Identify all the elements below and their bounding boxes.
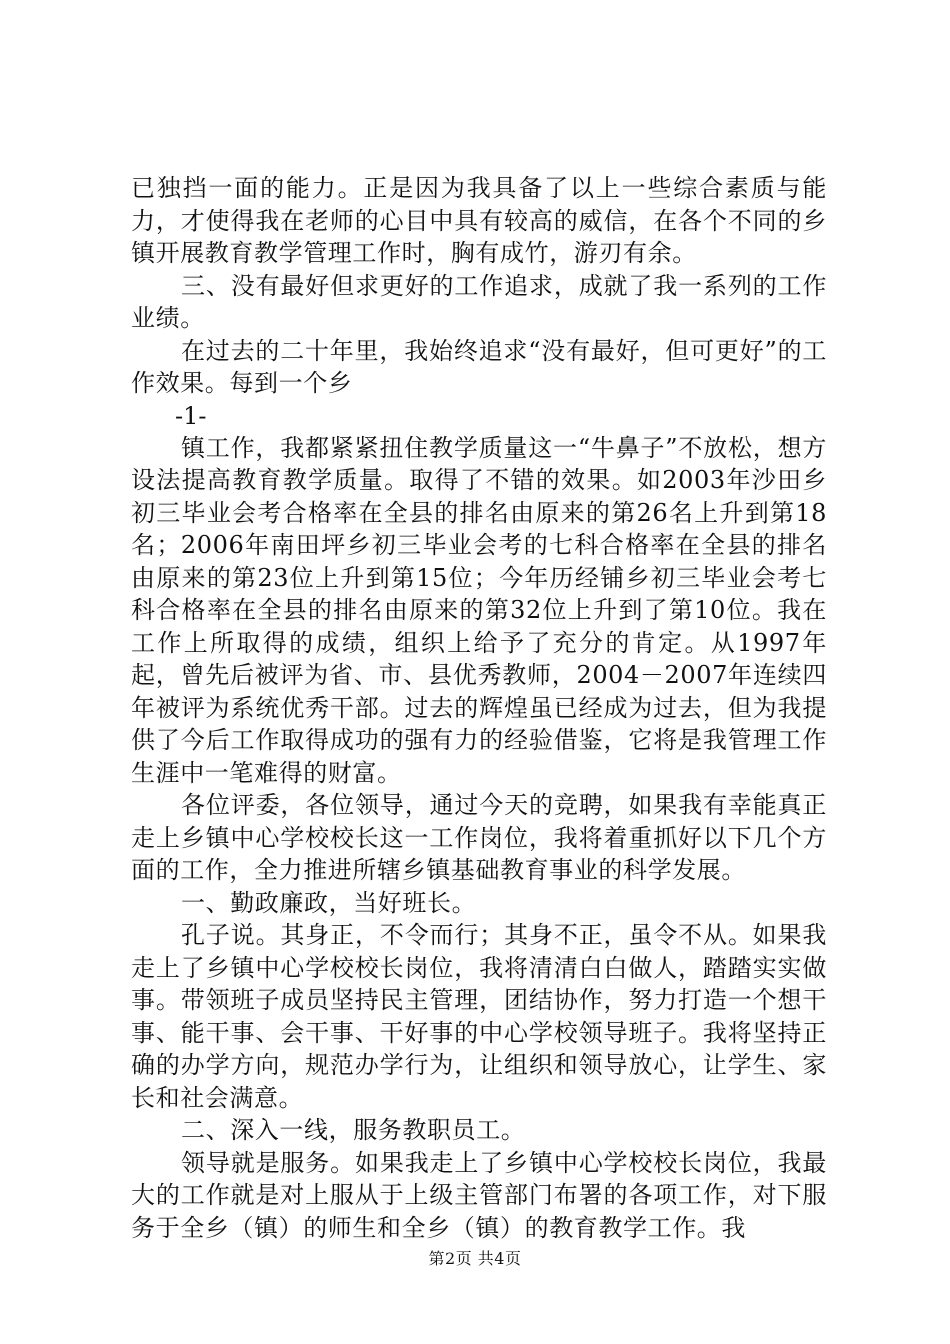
section-heading-2: 二、深入一线，服务教职员工。: [181, 1116, 526, 1144]
paragraph-4: 镇工作，我都紧紧扭住教学质量这一“牛鼻子”不放松，想方设法提高教育教学质量。取得了不错的效果。如2003年沙田乡初三毕业会考合格率在全县的排名由原来的第26名上升到第18名；2006年南田坪乡初三毕业会考的七科合格率在全县的排名由原来的第23位上升到第15位；今年历经铺乡初三毕业会考七科合格率在全县的排名由原来的第32位上升到了第10位。我在工作上所取得的成绩，组织上给予了充分的肯定。从1997年起，曾先后被评为省、市、县优秀教师，2004－2007年连续四年被评为系统优秀干部。过去的辉煌虽已经成为过去，但为我提供了今后工作取得成功的强有力的经验借鉴，它将是我管理工作生涯中一笔难得的财富。: [131, 433, 827, 787]
paragraph-7: 领导就是服务。如果我走上了乡镇中心学校校长岗位，我最大的工作就是对上服从于上级主管部门布署的各项工作，对下服务于全乡（镇）的师生和全乡（镇）的教育教学工作。我: [131, 1148, 827, 1242]
paragraph-1: 已独挡一面的能力。正是因为我具备了以上一些综合素质与能力，才使得我在老师的心目中具有较高的威信，在各个不同的乡镇开展教育教学管理工作时，胸有成竹，游刃有余。: [131, 174, 827, 267]
paragraph-5: 各位评委，各位领导，通过今天的竞聘，如果我有幸能真正走上乡镇中心学校校长这一工作岗位，我将着重抓好以下几个方面的工作，全力推进所辖乡镇基础教育事业的科学发展。: [131, 791, 827, 884]
paragraph-6: 孔子说。其身正，不令而行；其身不正，虽令不从。如果我走上了乡镇中心学校校长岗位，我将清清白白做人，踏踏实实做事。带领班子成员坚持民主管理，团结协作，努力打造一个想干事、能干事、会干事、干好事的中心学校领导班子。我将坚持正确的办学方向，规范办学行为，让组织和领导放心，让学生、家长和社会满意。: [131, 921, 827, 1112]
document-body: [131, 172, 827, 1244]
inline-page-marker: -1-: [175, 401, 207, 430]
section-heading-1: 一、勤政廉政，当好班长。: [181, 888, 477, 917]
paragraph-2: 三、没有最好但求更好的工作追求，成就了我一系列的工作业绩。: [131, 271, 827, 332]
paragraph-3: 在过去的二十年里，我始终追求“没有最好，但可更好”的工作效果。每到一个乡: [131, 336, 827, 397]
page-footer: 第2页 共4页: [428, 1249, 522, 1268]
